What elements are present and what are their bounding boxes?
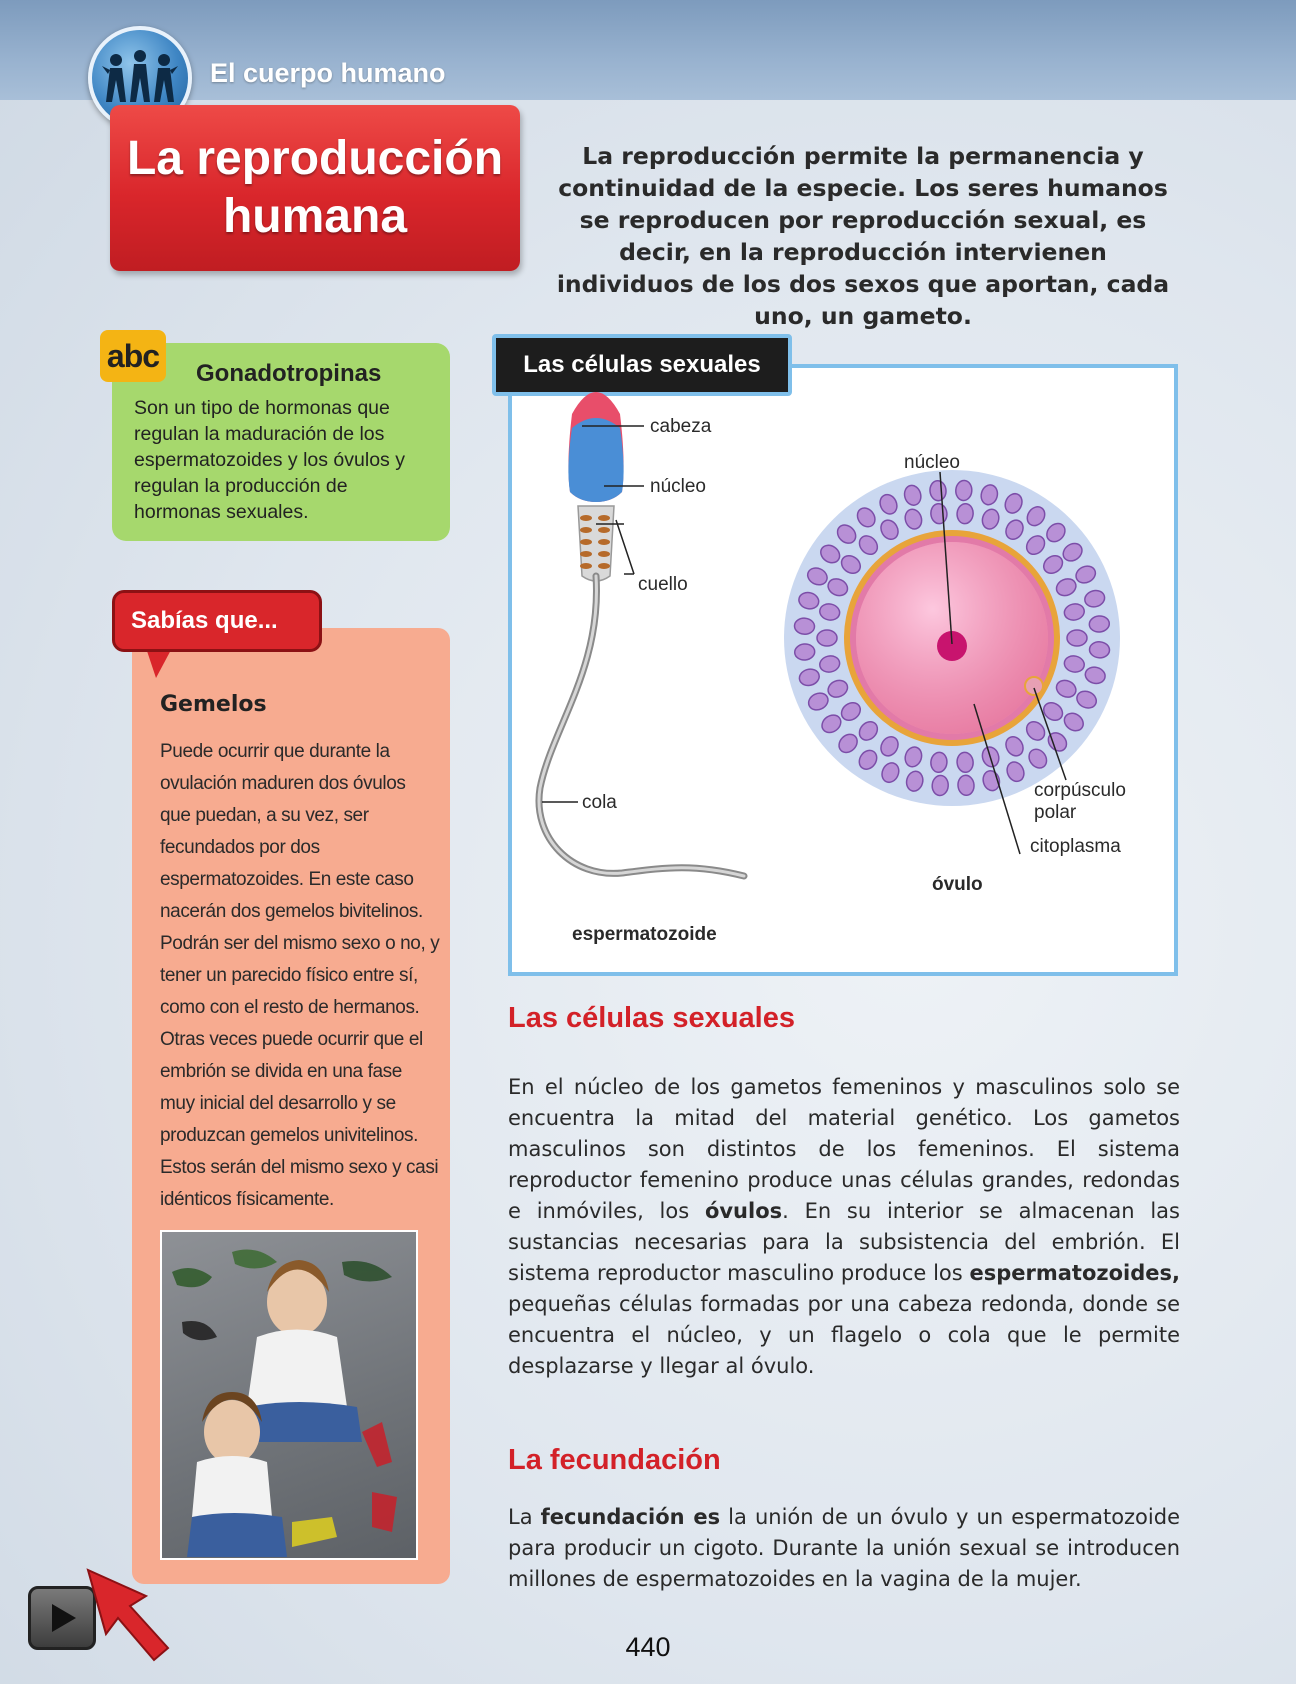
label-head: cabeza bbox=[650, 416, 712, 437]
header-band bbox=[0, 0, 1296, 100]
twins-photo bbox=[160, 1230, 418, 1560]
section-text-fertilization: La fecundación es la unión de un óvulo y un espermatozoide para producir un cigoto. Durante la unión sexual se introducen millones de espermatozoides en la vagina de la mujer. bbox=[508, 1505, 1180, 1591]
figure-title-tab: Las células sexuales bbox=[492, 334, 792, 396]
section-heading-sex-cells: Las células sexuales bbox=[508, 1002, 795, 1034]
section-heading-fertilization: La fecundación bbox=[508, 1444, 721, 1476]
label-spermatozoon: espermatozoide bbox=[572, 924, 717, 945]
follicle-cell bbox=[817, 630, 837, 646]
title-line-2: humana bbox=[222, 190, 408, 243]
abc-badge: abc bbox=[100, 330, 166, 382]
sex-cells-diagram bbox=[512, 368, 1174, 972]
page-number: 440 bbox=[625, 1632, 671, 1662]
label-polar-body-1: corpúsculo bbox=[1034, 780, 1126, 801]
label-ovum: óvulo bbox=[932, 874, 983, 895]
glossary-title: Gonadotropinas bbox=[196, 360, 382, 387]
section-name: El cuerpo humano bbox=[210, 58, 446, 88]
play-icon bbox=[42, 1598, 82, 1638]
did-you-know-title: Gemelos bbox=[160, 692, 267, 717]
section-text-sex-cells: En el núcleo de los gametos femeninos y masculinos solo se encuentra la mitad del material genético. Los gametos masculinos son distintos de los femeninos. El sistema reproductor femenino produce unas células grandes, redondas e inmóviles, los óvulos. En su interior se almacenan las sustancias necesarias para la subsistencia del embrión. El sistema reproductor masculino produce los espermatozoides, pequeñas células formadas por una cabeza redonda, donde se encuentra el núcleo, y un flagelo o cola que le permite desplazarse y llegar al óvulo. bbox=[508, 1075, 1180, 1378]
title-line-1: La reproducción bbox=[126, 132, 504, 185]
page-title bbox=[110, 105, 520, 271]
did-you-know-tag: Sabías que... bbox=[112, 590, 322, 652]
label-neck: cuello bbox=[638, 574, 688, 595]
spermatozoon-illustration bbox=[539, 392, 744, 876]
follicle-cell bbox=[1067, 630, 1087, 646]
glossary-text: Son un tipo de hormonas que regulan la maduración de los espermatozoides y los óvulos y regulan la producción de hormonas sexuales. bbox=[134, 397, 405, 523]
label-tail: cola bbox=[582, 792, 617, 813]
label-ovum-nucleus: núcleo bbox=[904, 452, 960, 473]
did-you-know-text: Puede ocurrir que durante la ovulación maduren dos óvulos que puedan, a su vez, ser fecundados por dos espermatozoides. En este caso nacerán dos gemelos bivitelinos. Podrán ser del mismo sexo o no, y tener un parecido físico entre sí, como con el resto de hermanos. Otras veces puede ocurrir que el embrión se divida en una fase muy inicial del desarrollo y se produzcan gemelos univitelinos. Estos serán del mismo sexo y casi idénticos físicamente. bbox=[160, 741, 440, 1210]
label-cytoplasm: citoplasma bbox=[1030, 836, 1121, 857]
intro-paragraph: La reproducción permite la permanencia y continuidad de la especie. Los seres humanos se reproducen por reproducción sexual, es decir, en la reproducción intervienen individuos de los dos sexos que aportan, cada uno, un gameto. bbox=[556, 142, 1170, 330]
label-sperm-nucleus: núcleo bbox=[650, 476, 706, 497]
label-polar-body-2: polar bbox=[1034, 802, 1077, 823]
red-arrow-icon bbox=[82, 1566, 172, 1662]
speech-bubble-tail bbox=[146, 648, 172, 678]
